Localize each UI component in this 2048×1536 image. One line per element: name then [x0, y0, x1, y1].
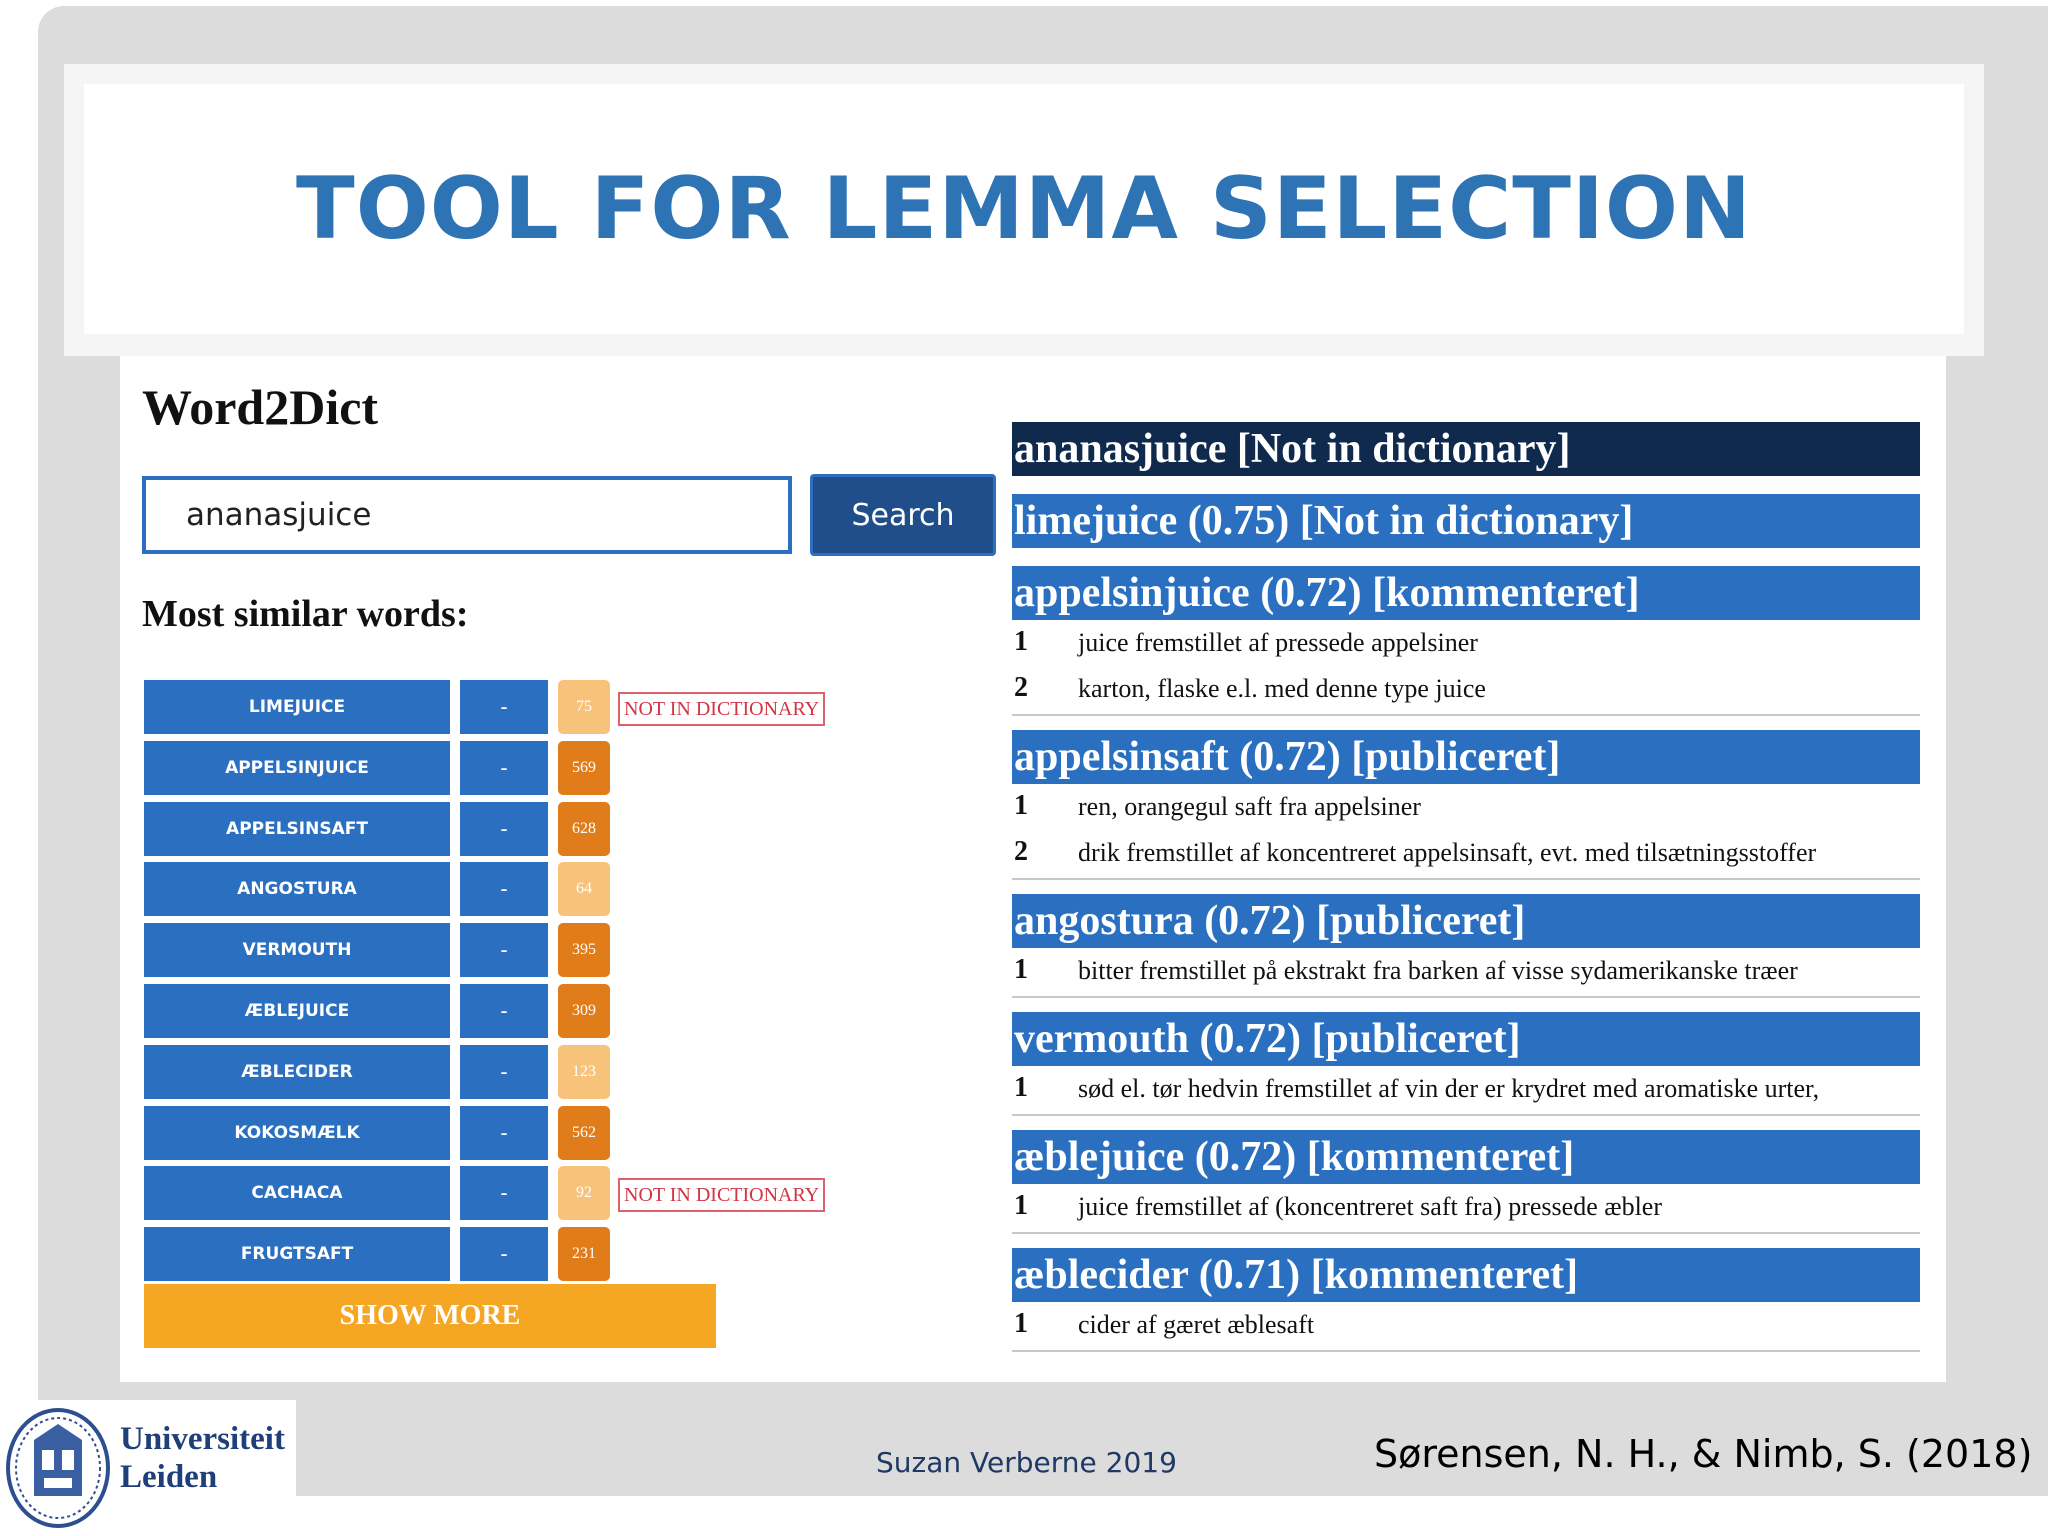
sense-number: 1 — [1014, 954, 1028, 985]
sense-number: 2 — [1014, 836, 1028, 867]
similar-word-button[interactable]: VERMOUTH — [144, 923, 450, 977]
entry-divider — [1012, 1350, 1920, 1352]
sense-definition: karton, flaske e.l. med denne type juice — [1078, 674, 1486, 703]
similar-word-button[interactable]: ANGOSTURA — [144, 862, 450, 916]
word-option-button[interactable]: - — [460, 1045, 548, 1099]
entry-divider — [1012, 1232, 1920, 1234]
similar-word-button[interactable]: ÆBLEJUICE — [144, 984, 450, 1038]
entry-sense — [1012, 1302, 1920, 1348]
frequency-badge: 92 — [558, 1166, 610, 1220]
university-logo — [0, 1400, 296, 1536]
sense-number: 2 — [1014, 672, 1028, 703]
dictionary-entry — [1012, 730, 1920, 880]
dictionary-entry — [1012, 1248, 1920, 1352]
entry-divider — [1012, 878, 1920, 880]
entry-sense — [1012, 1184, 1920, 1230]
frequency-badge: 309 — [558, 984, 610, 1038]
entry-divider — [1012, 1114, 1920, 1116]
entry-header[interactable]: vermouth (0.72) [publiceret] — [1012, 1012, 1920, 1066]
entry-header[interactable]: æblejuice (0.72) [kommenteret] — [1012, 1130, 1920, 1184]
word-option-button[interactable]: - — [460, 984, 548, 1038]
footer-author: Suzan Verberne 2019 — [876, 1446, 1177, 1479]
logo-line-1: Universiteit — [120, 1421, 285, 1457]
entry-header[interactable]: appelsinsaft (0.72) [publiceret] — [1012, 730, 1920, 784]
entry-header[interactable]: æblecider (0.71) [kommenteret] — [1012, 1248, 1920, 1302]
entry-header[interactable]: limejuice (0.75) [Not in dictionary] — [1012, 494, 1920, 548]
word-option-button[interactable]: - — [460, 741, 548, 795]
not-in-dictionary-label: NOT IN DICTIONARY — [618, 692, 825, 726]
sense-number: 1 — [1014, 1308, 1028, 1339]
similar-word-button[interactable]: ÆBLECIDER — [144, 1045, 450, 1099]
sense-number: 1 — [1014, 1190, 1028, 1221]
dictionary-entry — [1012, 494, 1920, 548]
slide-title: TOOL FOR LEMMA SELECTION — [296, 159, 1752, 259]
frequency-badge: 64 — [558, 862, 610, 916]
similar-words-heading: Most similar words: — [142, 593, 469, 635]
frequency-badge: 231 — [558, 1227, 610, 1281]
similar-word-button[interactable]: CACHACA — [144, 1166, 450, 1220]
search-input[interactable]: ananasjuice — [142, 476, 792, 554]
similar-word-button[interactable]: LIMEJUICE — [144, 680, 450, 734]
entry-sense — [1012, 1066, 1920, 1112]
not-in-dictionary-label: NOT IN DICTIONARY — [618, 1178, 825, 1212]
word-option-button[interactable]: - — [460, 862, 548, 916]
leiden-seal-icon — [4, 1406, 112, 1530]
footer-citation: Sørensen, N. H., & Nimb, S. (2018) — [1374, 1432, 2033, 1476]
entry-header[interactable]: appelsinjuice (0.72) [kommenteret] — [1012, 566, 1920, 620]
word2dict-app — [120, 356, 1946, 1382]
frequency-badge: 628 — [558, 802, 610, 856]
sense-definition: cider af gæret æblesaft — [1078, 1310, 1315, 1339]
sense-definition: juice fremstillet af pressede appelsiner — [1078, 628, 1478, 657]
similar-word-button[interactable]: APPELSINSAFT — [144, 802, 450, 856]
entry-header[interactable]: ananasjuice [Not in dictionary] — [1012, 422, 1920, 476]
entry-sense — [1012, 620, 1920, 666]
entry-header[interactable]: angostura (0.72) [publiceret] — [1012, 894, 1920, 948]
sense-number: 1 — [1014, 790, 1028, 821]
dictionary-entry — [1012, 422, 1920, 476]
frequency-badge: 395 — [558, 923, 610, 977]
frequency-badge: 75 — [558, 680, 610, 734]
entry-sense — [1012, 784, 1920, 830]
word-option-button[interactable]: - — [460, 923, 548, 977]
app-title: Word2Dict — [142, 379, 379, 435]
word-option-button[interactable]: - — [460, 802, 548, 856]
sense-definition: juice fremstillet af (koncentreret saft fra) pressede æbler — [1078, 1192, 1662, 1221]
dictionary-entry — [1012, 894, 1920, 998]
sense-number: 1 — [1014, 626, 1028, 657]
entry-divider — [1012, 714, 1920, 716]
sense-number: 1 — [1014, 1072, 1028, 1103]
dictionary-entry — [1012, 1012, 1920, 1116]
word-option-button[interactable]: - — [460, 1227, 548, 1281]
title-area — [84, 84, 1964, 334]
similar-word-button[interactable]: FRUGTSAFT — [144, 1227, 450, 1281]
show-more-button[interactable]: SHOW MORE — [144, 1284, 716, 1348]
frequency-badge: 123 — [558, 1045, 610, 1099]
entry-sense — [1012, 666, 1920, 712]
word-option-button[interactable]: - — [460, 1106, 548, 1160]
similar-word-button[interactable]: APPELSINJUICE — [144, 741, 450, 795]
entry-divider — [1012, 996, 1920, 998]
search-button[interactable]: Search — [810, 474, 996, 556]
sense-definition: drik fremstillet af koncentreret appelsinsaft, evt. med tilsætningsstoffer — [1078, 838, 1817, 867]
similar-word-button[interactable]: KOKOSMÆLK — [144, 1106, 450, 1160]
frequency-badge: 562 — [558, 1106, 610, 1160]
university-name — [120, 1420, 285, 1496]
word-option-button[interactable]: - — [460, 680, 548, 734]
word-option-button[interactable]: - — [460, 1166, 548, 1220]
sense-definition: bitter fremstillet på ekstrakt fra barken af visse sydamerikanske træer — [1078, 956, 1798, 985]
entry-sense — [1012, 948, 1920, 994]
logo-line-2: Leiden — [120, 1459, 218, 1495]
sense-definition: ren, orangegul saft fra appelsiner — [1078, 792, 1421, 821]
sense-definition: sød el. tør hedvin fremstillet af vin der er krydret med aromatiske urter, — [1078, 1074, 1820, 1103]
entry-sense — [1012, 830, 1920, 876]
dictionary-entry — [1012, 566, 1920, 716]
dictionary-entry — [1012, 1130, 1920, 1234]
frequency-badge: 569 — [558, 741, 610, 795]
